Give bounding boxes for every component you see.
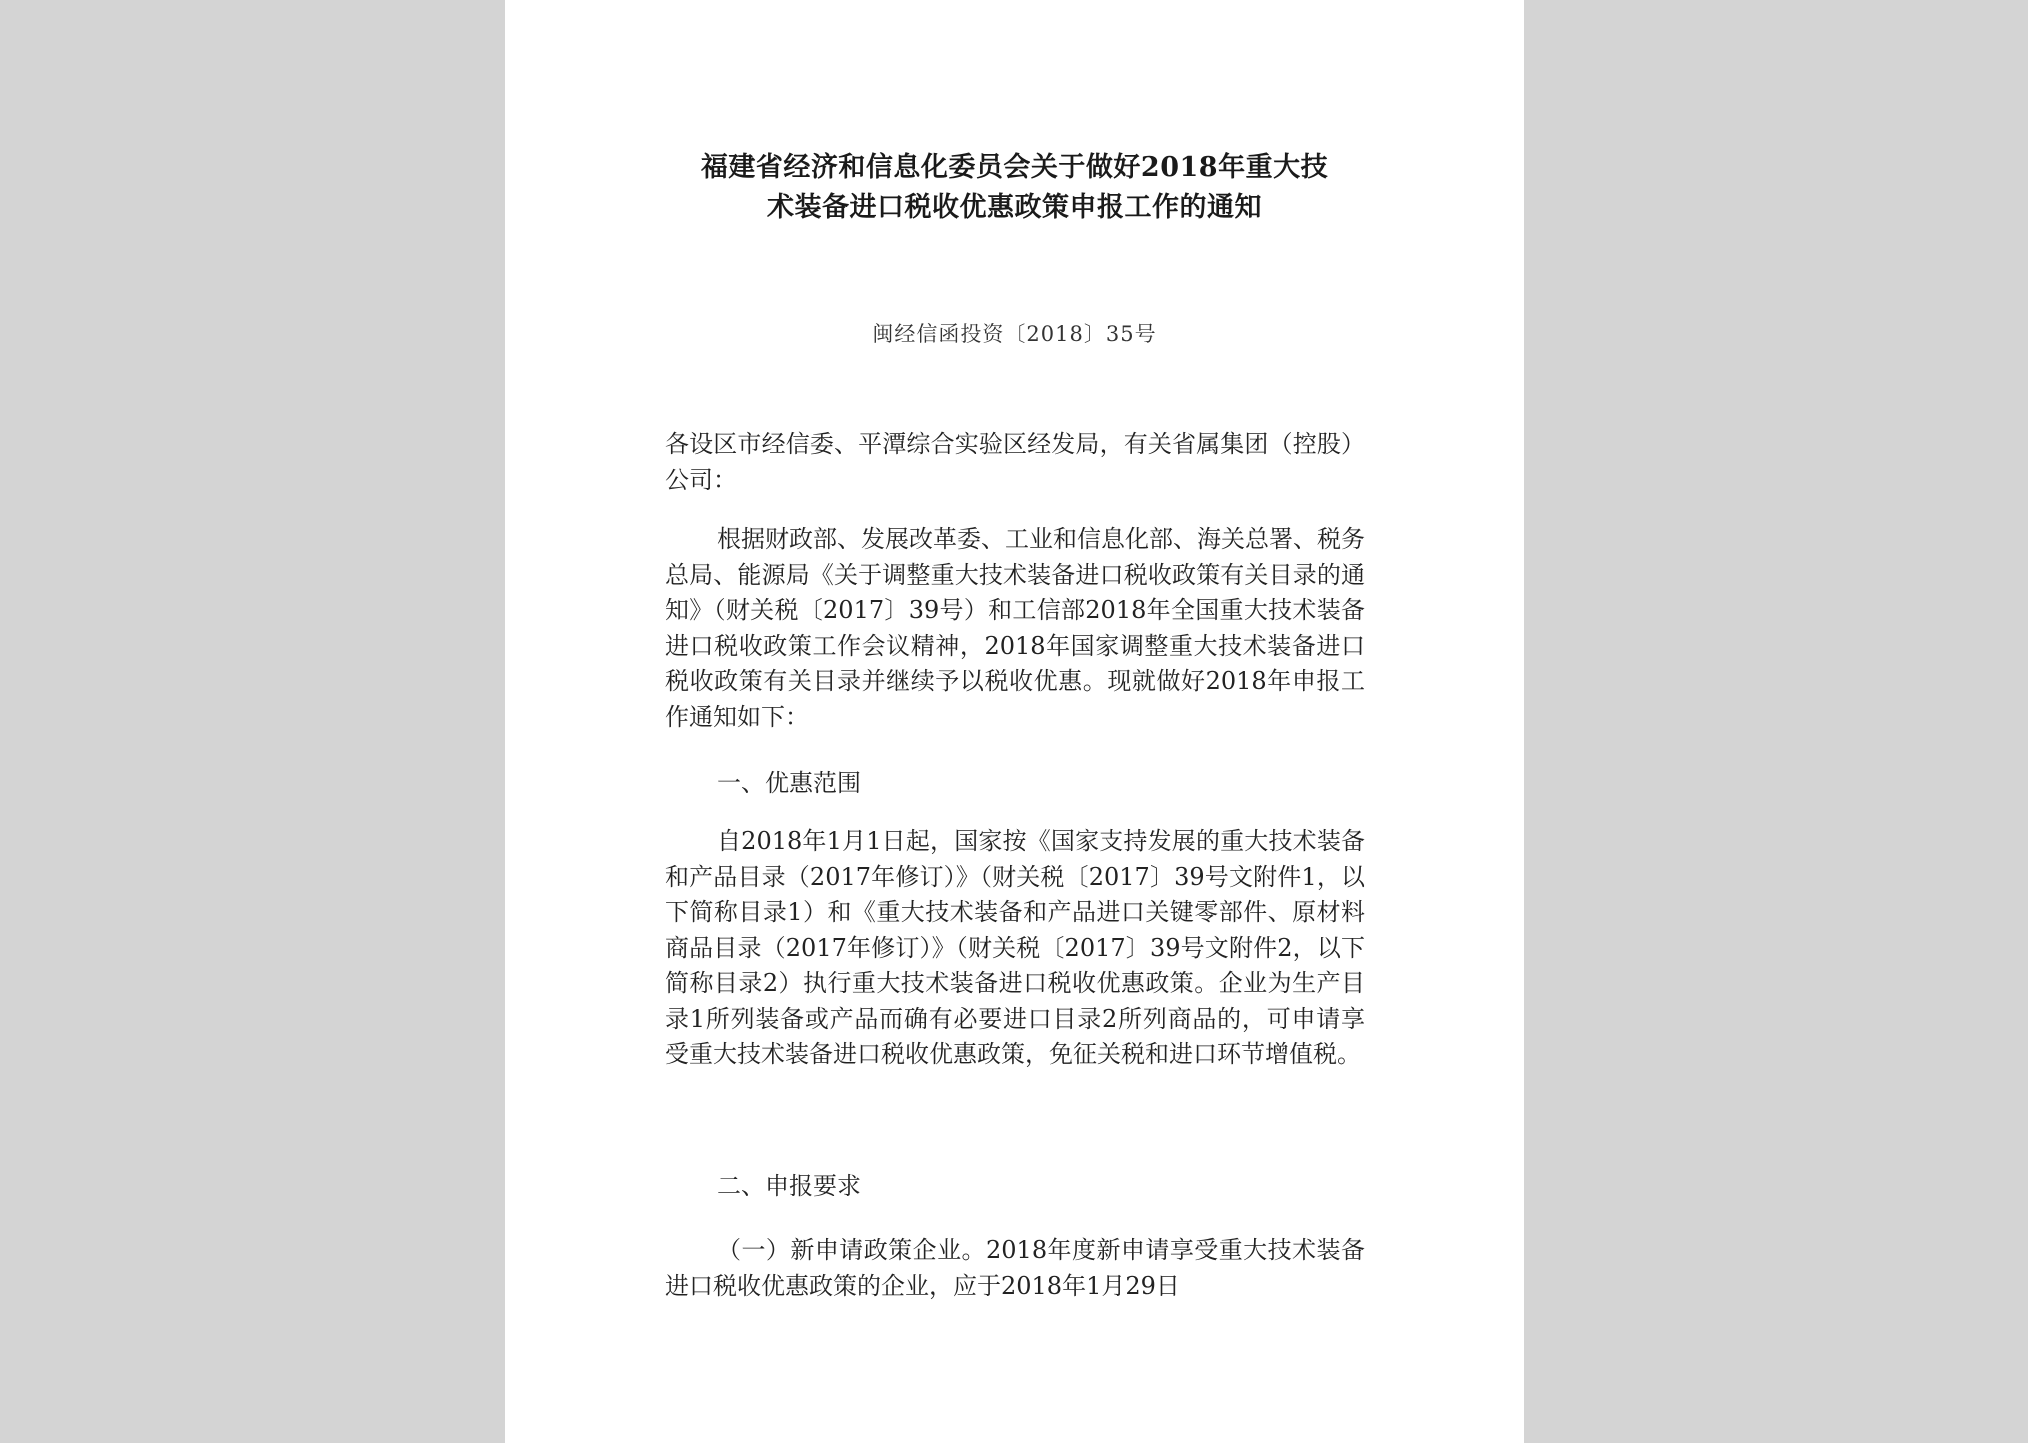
section-1-heading: 一、优惠范围 bbox=[717, 769, 861, 797]
section-1-paragraph: 自2018年1月1日起，国家按《国家支持发展的重大技术装备和产品目录（2017年修订）》（财关税〔2017〕39号文附件1，以下简称目录1）和《重大技术装备和产品进口关键零部件、原材料商品目录（2017年修订）》（财关税〔2017〕39号文附件2，以下简称目录2）执行重大技术装备进口税收优惠政策。企业为生产目录1所列装备或产品而确有必要进口目录2所列商品的，可申请享受重大技术装备进口税收优惠政策，免征关税和进口环节增值税。 bbox=[665, 827, 1365, 1068]
document-title bbox=[505, 148, 1524, 228]
title-line-2: 术装备进口税收优惠政策申报工作的通知 bbox=[767, 192, 1262, 223]
document-page bbox=[505, 0, 1524, 1443]
intro-paragraph: 根据财政部、发展改革委、工业和信息化部、海关总署、税务总局、能源局《关于调整重大技术装备进口税收政策有关目录的通知》（财关税〔2017〕39号）和工信部2018年全国重大技术装备进口税收政策工作会议精神，2018年国家调整重大技术装备进口税收政策有关目录并继续予以税收优惠。现就做好2018年申报工作通知如下： bbox=[665, 525, 1365, 731]
title-line-1: 福建省经济和信息化委员会关于做好2018年重大技 bbox=[700, 152, 1329, 183]
section-2-item-1: （一）新申请政策企业。2018年度新申请享受重大技术装备进口税收优惠政策的企业，应于2018年1月29日 bbox=[665, 1236, 1365, 1300]
salutation: 各设区市经信委、平潭综合实验区经发局，有关省属集团（控股）公司： bbox=[665, 430, 1365, 494]
document-number: 闽经信函投资〔2018〕35号 bbox=[872, 322, 1157, 346]
section-2-heading: 二、申报要求 bbox=[717, 1172, 861, 1200]
